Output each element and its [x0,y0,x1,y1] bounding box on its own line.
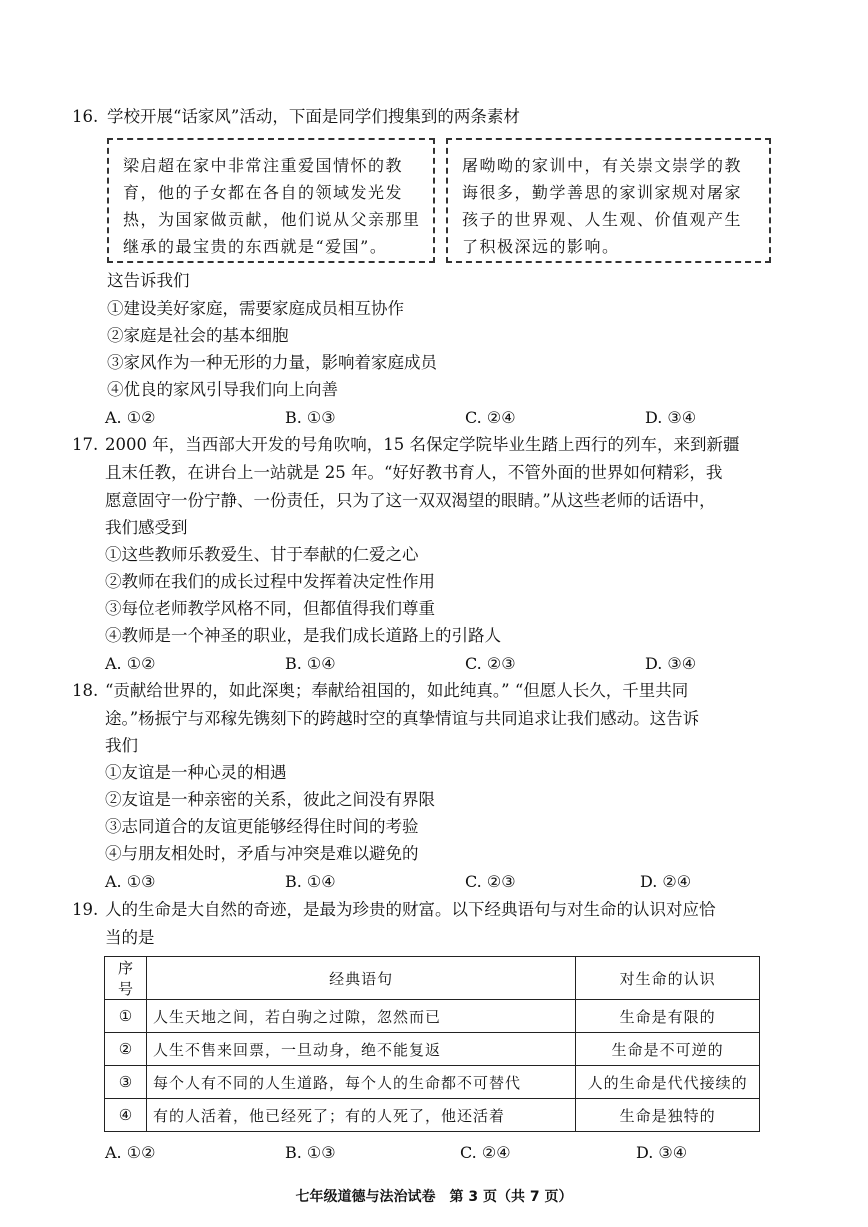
question-19-option-d[interactable]: D. ③④ [636,1143,688,1162]
question-19-option-b[interactable]: B. ①③ [285,1143,336,1162]
question-18-line-2: 途。”杨振宁与邓稼先镌刻下的跨越时空的真挚情谊与共同追求让我们感动。这告诉 [105,709,700,728]
page-footer: 七年级道德与法治试卷 第 3 页（共 7 页） [295,1189,573,1205]
table-header-row [105,957,760,1000]
question-17-item-3: ③每位老师教学风格不同，但都值得我们尊重 [105,599,435,618]
table-cell: ④ [105,1099,147,1132]
material-box-tuyouyou: 屠呦呦的家训中，有关崇文崇学的教诲很多，勤学善思的家训家规对屠家孩子的世界观、人生观、价值观产生了积极深远的影响。 [446,138,771,263]
table-row [105,1099,760,1132]
question-17-option-b[interactable]: B. ①④ [285,654,336,673]
table-row [105,1066,760,1099]
table-cell: ① [105,1000,147,1033]
question-17-item-1: ①这些教师乐教爱生、甘于奉献的仁爱之心 [105,545,419,564]
question-16-number: 16. [72,107,99,126]
table-cell: 生命是独特的 [576,1099,760,1132]
question-16-option-b[interactable]: B. ①③ [285,408,336,427]
question-17-item-4: ④教师是一个神圣的职业，是我们成长道路上的引路人 [105,626,501,645]
question-17-line-4: 我们感受到 [105,518,188,537]
question-17-line-3: 愿意固守一份宁静、一份责任，只为了这一双双渴望的眼睛。”从这些老师的话语中， [105,491,716,510]
table-cell: ② [105,1033,147,1066]
table-cell: 生命是不可逆的 [576,1033,760,1066]
question-18-line-3: 我们 [105,736,138,755]
question-19-option-a[interactable]: A. ①② [105,1143,156,1162]
question-18-option-b[interactable]: B. ①④ [285,872,336,891]
quotes-table [104,956,760,1132]
question-19-number: 19. [72,900,99,919]
question-17-line-1: 2000 年，当西部大开发的号角吹响，15 名保定学院毕业生踏上西行的列车，来到新疆 [105,435,740,454]
table-header-cell: 对生命的认识 [576,957,760,1000]
material-box-liangqichao: 梁启超在家中非常注重爱国情怀的教育，他的子女都在各自的领域发光发热，为国家做贡献，他们说从父亲那里继承的最宝贵的东西就是“爱国”。 [107,138,435,263]
question-19-option-c[interactable]: C. ②④ [460,1143,511,1162]
table-header-cell: 序号 [105,957,147,1000]
question-18-item-2: ②友谊是一种亲密的关系，彼此之间没有界限 [105,790,435,809]
question-16-item-4: ④优良的家风引导我们向上向善 [107,380,338,399]
question-18-item-3: ③志同道合的友谊更能够经得住时间的考验 [105,817,419,836]
question-16-lead: 这告诉我们 [107,271,190,290]
question-16-option-d[interactable]: D. ③④ [645,408,697,427]
table-cell: 每个人有不同的人生道路，每个人的生命都不可替代 [146,1066,575,1099]
question-16-stem: 学校开展“话家风”活动，下面是同学们搜集到的两条素材 [107,107,520,126]
question-16-option-c[interactable]: C. ②④ [465,408,516,427]
question-17-item-2: ②教师在我们的成长过程中发挥着决定性作用 [105,572,435,591]
table-cell: ③ [105,1066,147,1099]
question-16-option-a[interactable]: A. ①② [105,408,156,427]
table-cell: 人生天地之间，若白驹之过隙，忽然而已 [146,1000,575,1033]
question-19-line-1: 人的生命是大自然的奇迹，是最为珍贵的财富。以下经典语句与对生命的认识对应恰 [105,900,716,919]
question-18-line-1: “贡献给世界的，如此深奥；奉献给祖国的，如此纯真。” “但愿人长久，千里共同 [105,681,689,700]
question-18-item-4: ④与朋友相处时，矛盾与冲突是难以避免的 [105,844,419,863]
table-row [105,1000,760,1033]
question-17-line-2: 且末任教，在讲台上一站就是 25 年。“好好教书育人，不管外面的世界如何精彩，我 [105,463,723,482]
question-17-option-c[interactable]: C. ②③ [465,654,516,673]
table-cell: 有的人活着，他已经死了；有的人死了，他还活着 [146,1099,575,1132]
question-18-item-1: ①友谊是一种心灵的相遇 [105,763,287,782]
table-cell: 生命是有限的 [576,1000,760,1033]
question-18-number: 18. [72,681,99,700]
question-18-option-c[interactable]: C. ②③ [465,872,516,891]
question-18-option-d[interactable]: D. ②④ [640,872,692,891]
table-cell: 人生不售来回票，一旦动身，绝不能复返 [146,1033,575,1066]
question-19-line-2: 当的是 [105,928,155,947]
table-header-cell: 经典语句 [146,957,575,1000]
question-16-item-1: ①建设美好家庭，需要家庭成员相互协作 [107,299,404,318]
question-17-number: 17. [72,435,99,454]
question-16-item-3: ③家风作为一种无形的力量，影响着家庭成员 [107,353,437,372]
question-18-option-a[interactable]: A. ①③ [105,872,156,891]
question-17-option-a[interactable]: A. ①② [105,654,156,673]
question-16-item-2: ②家庭是社会的基本细胞 [107,326,289,345]
table-cell: 人的生命是代代接续的 [576,1066,760,1099]
table-row [105,1033,760,1066]
question-17-option-d[interactable]: D. ③④ [645,654,697,673]
